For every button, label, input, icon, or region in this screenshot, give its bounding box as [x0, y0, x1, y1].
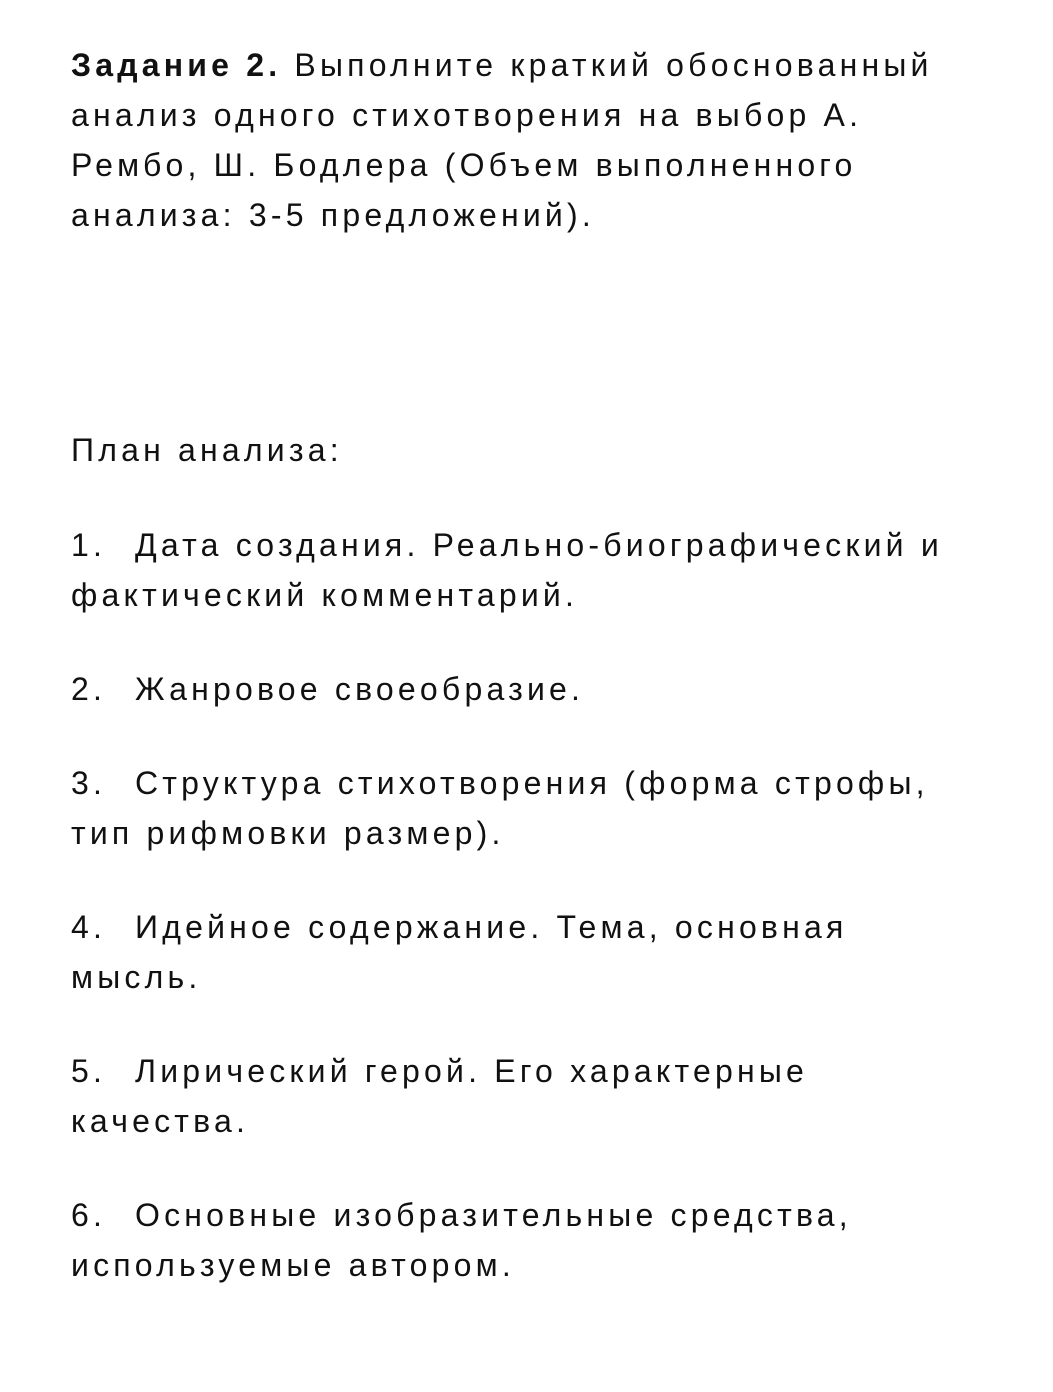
plan-item-number: 1.: [71, 527, 107, 563]
plan-item-number: 5.: [71, 1053, 107, 1089]
plan-item-text: Основные изобразительные средства, используемые автором.: [71, 1197, 852, 1283]
plan-item-number: 3.: [71, 765, 107, 801]
plan-item-5: [71, 1046, 991, 1146]
plan-item-number: 6.: [71, 1197, 107, 1233]
plan-item-4: [71, 902, 991, 1002]
plan-item-2: [71, 664, 991, 714]
plan-list: [71, 520, 991, 1334]
plan-heading: План анализа:: [71, 432, 343, 468]
plan-item-text: Жанровое своеобразие.: [135, 671, 585, 707]
plan-item-number: 4.: [71, 909, 107, 945]
plan-item-text: Дата создания. Реально-биографический и фактический комментарий.: [71, 527, 943, 613]
task-paragraph: [71, 40, 991, 240]
plan-item-3: [71, 758, 991, 858]
plan-item-text: Структура стихотворения (форма строфы, тип рифмовки размер).: [71, 765, 929, 851]
document-page: [71, 40, 991, 1283]
plan-item-number: 2.: [71, 671, 107, 707]
task-text: Выполните краткий обоснованный анализ одного стихотворения на выбор А. Рембо, Ш. Бодлера (Объем выполненного анализа: 3-5 предложений).: [71, 47, 933, 233]
plan-item-text: Идейное содержание. Тема, основная мысль.: [71, 909, 848, 995]
plan-item-1: [71, 520, 991, 620]
task-label: Задание 2.: [71, 47, 282, 83]
plan-item-6: [71, 1190, 991, 1290]
plan-item-text: Лирический герой. Его характерные качества.: [71, 1053, 809, 1139]
